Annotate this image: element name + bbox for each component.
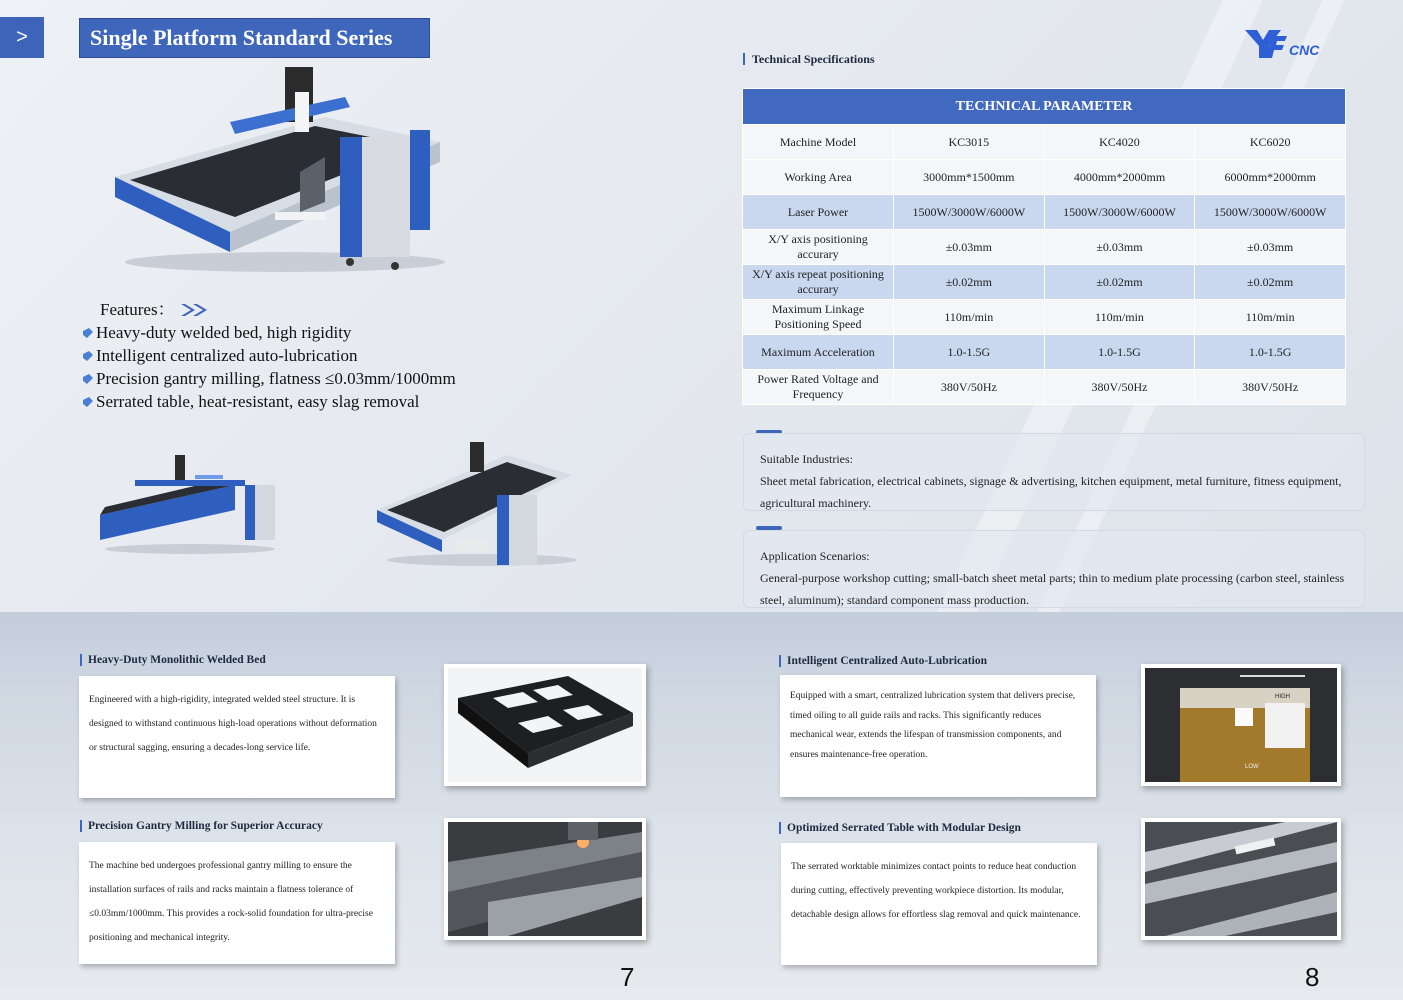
- card-title: Precision Gantry Milling for Superior Accuracy: [80, 820, 323, 832]
- list-item: Heavy-duty welded bed, high rigidity: [82, 321, 456, 344]
- page-number-left: 7: [620, 962, 635, 992]
- card-title: Intelligent Centralized Auto-Lubrication: [779, 655, 987, 667]
- card-text: Engineered with a high-rigidity, integrated welded steel structure. It is designed to withstand continuous high-load operations without deformation or structural sagging, ensuring a decades-long service life.: [89, 695, 377, 753]
- card-text: Equipped with a smart, centralized lubrication system that delivers precise, timed oiling to all guide rails and racks. This significantly reduces mechanical wear, extends the lifespan of transmission components, and ensures maintenance-free operation.: [790, 691, 1076, 760]
- scenarios-heading: Application Scenarios:: [760, 549, 870, 563]
- welded-bed-photo: [444, 664, 646, 786]
- table-row: Power Rated Voltage and Frequency 380V/50Hz 380V/50Hz 380V/50Hz: [743, 370, 1346, 405]
- card-auto-lubrication: [780, 675, 1096, 797]
- page-number-right: 8: [1305, 962, 1320, 992]
- spec-section-label: Technical Specifications: [743, 53, 875, 65]
- double-arrow-icon: [179, 303, 215, 317]
- features-heading: Features：: [100, 300, 175, 319]
- scenarios-text: General-purpose workshop cutting; small-batch sheet metal parts; thin to medium plate processing (carbon steel, stainless steel, aluminum); standard component mass production.: [760, 571, 1345, 607]
- scenarios-box: [743, 530, 1365, 608]
- serrated-table-photo: [1141, 818, 1341, 940]
- bullet-icon: [82, 396, 94, 408]
- page-title: Single Platform Standard Series: [79, 18, 430, 58]
- list-item: Serrated table, heat-resistant, easy slag removal: [82, 390, 456, 413]
- chevron-right-icon: >: [16, 26, 28, 48]
- industries-heading: Suitable Industries:: [760, 452, 853, 466]
- list-item: Precision gantry milling, flatness ≤0.03mm/1000mm: [82, 367, 456, 390]
- bullet-icon: [82, 350, 94, 362]
- card-text: The machine bed undergoes professional gantry milling to ensure the installation surfaces of rails and racks maintain a flatness tolerance of ≤0.03mm/1000mm. This provides a rock-solid foundation for ultra-precise positioning and mechanical integrity.: [89, 861, 373, 943]
- svg-text:CNC: CNC: [1289, 42, 1320, 58]
- table-row: Machine Model KC3015 KC4020 KC6020: [743, 125, 1346, 160]
- gantry-milling-photo: [444, 818, 646, 940]
- lubrication-photo: [1141, 664, 1341, 786]
- table-row: X/Y axis positioning accurary ±0.03mm ±0.03mm ±0.03mm: [743, 230, 1346, 265]
- bullet-icon: [82, 327, 94, 339]
- table-row: X/Y axis repeat positioning accurary ±0.02mm ±0.02mm ±0.02mm: [743, 265, 1346, 300]
- industries-box: [743, 433, 1365, 511]
- card-serrated-table: [781, 843, 1097, 965]
- machine-side-image: [95, 455, 280, 555]
- card-title: Optimized Serrated Table with Modular Design: [779, 822, 1021, 834]
- brand-logo: [1243, 26, 1333, 60]
- industries-text: Sheet metal fabrication, electrical cabinets, signage & advertising, kitchen equipment, metal furniture, fitness equipment, agricultural machinery.: [760, 474, 1342, 510]
- svg-text:HIGH: HIGH: [1275, 694, 1290, 700]
- table-row: Working Area 3000mm*1500mm 4000mm*2000mm 6000mm*2000mm: [743, 160, 1346, 195]
- card-text: The serrated worktable minimizes contact points to reduce heat conduction during cutting, effectively preventing workpiece distortion. Its modular, detachable design allows for effortless slag removal and quick maintenance.: [791, 862, 1081, 920]
- list-item: Intelligent centralized auto-lubrication: [82, 344, 456, 367]
- nav-arrow-button[interactable]: [0, 17, 44, 58]
- table-row: Maximum Linkage Positioning Speed 110m/min 110m/min 110m/min: [743, 300, 1346, 335]
- table-row: Laser Power 1500W/3000W/6000W 1500W/3000W/6000W 1500W/3000W/6000W: [743, 195, 1346, 230]
- spec-table: [742, 88, 1346, 405]
- table-row: Maximum Acceleration 1.0-1.5G 1.0-1.5G 1.0-1.5G: [743, 335, 1346, 370]
- card-welded-bed: [79, 676, 395, 798]
- table-header: TECHNICAL PARAMETER: [743, 89, 1346, 125]
- features-list: [82, 298, 456, 413]
- card-gantry-milling: [79, 842, 395, 964]
- card-title: Heavy-Duty Monolithic Welded Bed: [80, 654, 266, 666]
- machine-angle-image: [372, 440, 577, 570]
- svg-text:LOW: LOW: [1245, 764, 1259, 770]
- bullet-icon: [82, 373, 94, 385]
- machine-main-image: [110, 62, 450, 277]
